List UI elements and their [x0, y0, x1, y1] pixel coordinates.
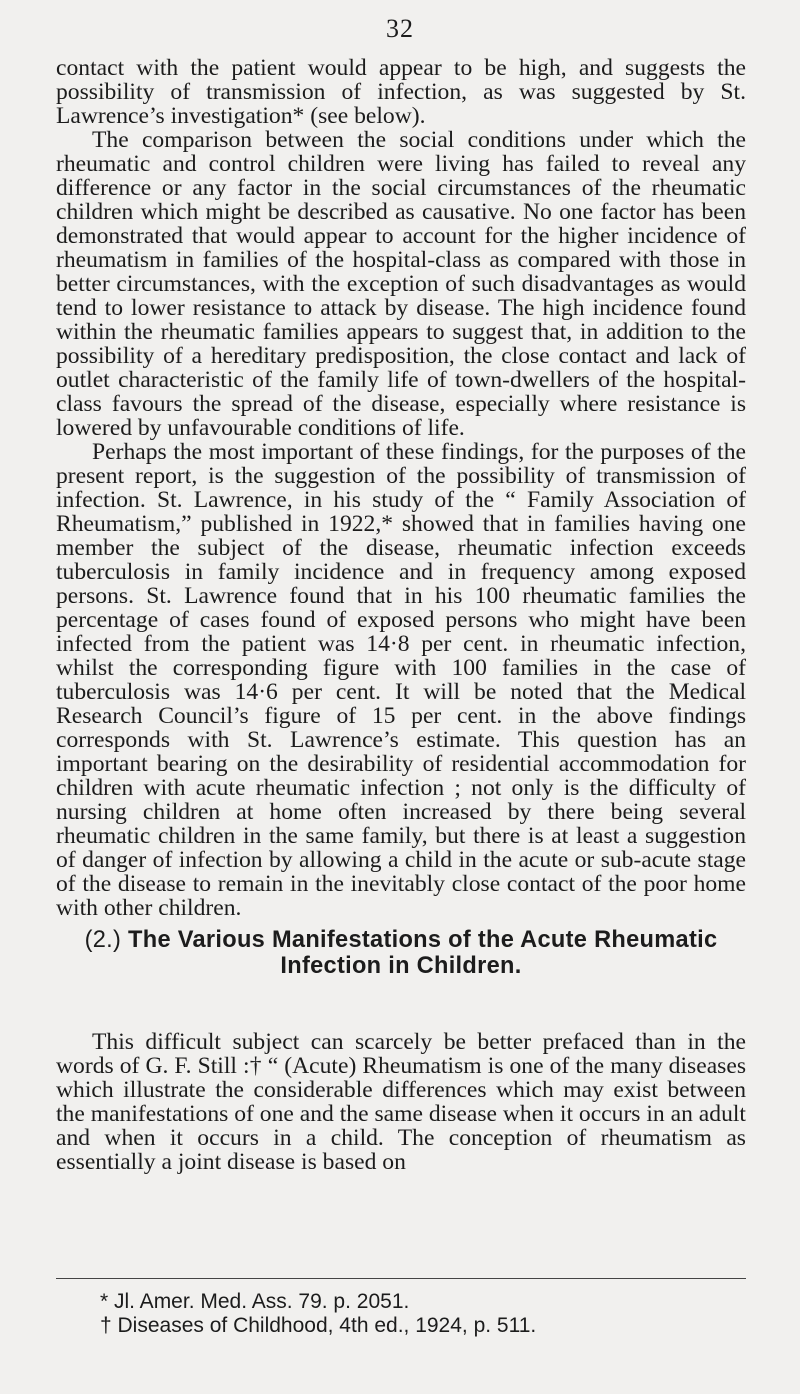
paragraph-social-conditions: The comparison between the social conditions under which the rheumatic and control children were living has failed to reveal any difference or any factor in the social circumstances of the rheumatic children which might be described as causative. No one factor has been demonstrated that would appear to account for the higher incidence of rheumatism in families of the hospital-class as compared with those in better circumstances, with the exception of such disadvantages as would tend to lower resistance to attack by disease. The high incidence found within the rheumatic families appears to suggest that, in addition to the possibility of a hereditary predisposition, the close contact and lack of outlet characteristic of the family life of town-dwellers of the hospital-class favours the spread of the disease, especially where resistance is lowered by unfavourable conditions of life. [56, 127, 746, 441]
section-title-line1: The Various Manifestations of the Acute Rheumatic [128, 927, 718, 953]
paragraph-continuation: contact with the patient would appear to be high, and suggests the possibility of transmission of infection, as was suggested by St. Lawrence’s investigation* (see below). [56, 55, 746, 129]
page-number: 32 [386, 14, 414, 43]
footnotes [100, 1290, 740, 1338]
footnote-2: † Diseases of Childhood, 4th ed., 1924, p. 511. [100, 1314, 537, 1337]
body-text-bottom [56, 1030, 746, 1174]
paragraph-transmission: Perhaps the most important of these findings, for the purposes of the present report, is the suggestion of the possibility of transmission of infection. St. Lawrence, in his study of the “ Family Association of Rheumatism,” published in 1922,* showed that in families having one member the subject of the disease, rheumatic infection exceeds tuberculosis in family incidence and in frequency among exposed persons. St. Lawrence found that in his 100 rheumatic families the percentage of cases found of exposed persons who might have been infected from the patient was 14·8 per cent. in rheumatic infection, whilst the corresponding figure with 100 families in the case of tuberculosis was 14·6 per cent. It will be noted that the Medical Research Council’s figure of 15 per cent. in the above findings corresponds with St. Lawrence’s estimate. This question has an important bearing on the desirability of residential accommodation for children with acute rheumatic infection ; not only is the difficulty of nursing children at home often increased by there being several rheumatic children in the same family, but there is at least a suggestion of danger of infection by allowing a child in the acute or sub-acute stage of the disease to remain in the inevitably close contact of the poor home with other children. [56, 439, 746, 921]
paragraph-still-quote: This difficult subject can scarcely be better prefaced than in the words of G. F. Still :† “ (Acute) Rheumatism is one of the many diseases which illustrate the considerable differences which may exist between the manifestations of one and the same disease when it occurs in an adult and when it occurs in a child. The conception of rheumatism as essentially a joint disease is based on [56, 1029, 746, 1175]
footnote-divider [56, 1278, 746, 1279]
section-heading [56, 927, 746, 979]
section-heading-line1 [56, 927, 746, 953]
footnote-1: * Jl. Amer. Med. Ass. 79. p. 2051. [100, 1290, 410, 1313]
section-title-line2: Infection in Children. [280, 953, 522, 979]
body-text-top [56, 56, 746, 920]
section-number: (2.) [84, 927, 122, 953]
